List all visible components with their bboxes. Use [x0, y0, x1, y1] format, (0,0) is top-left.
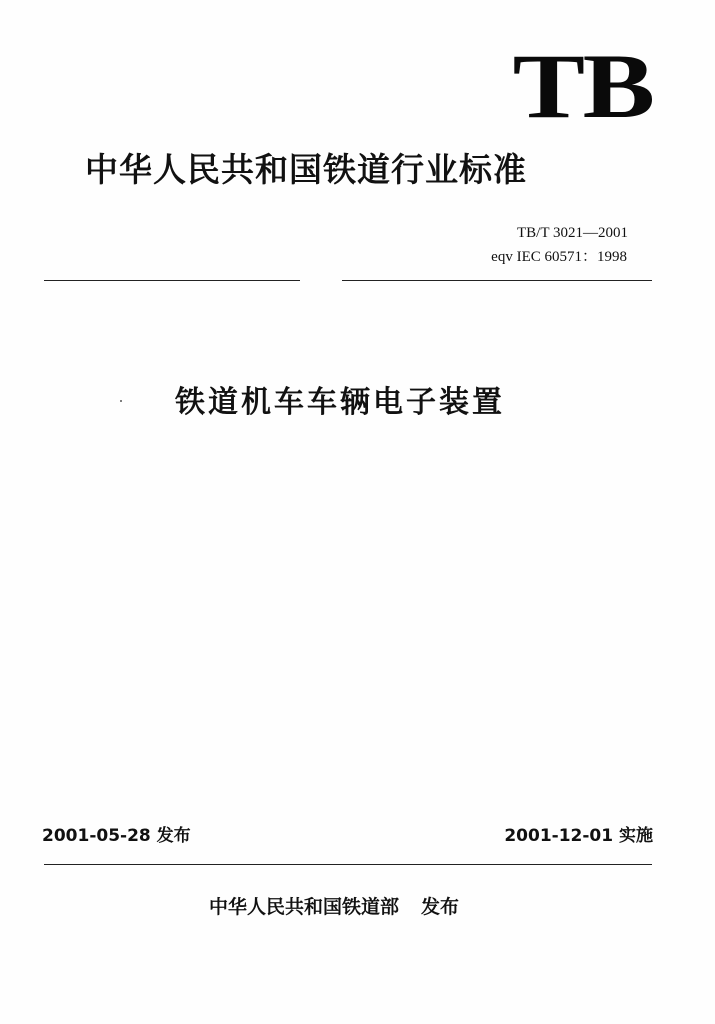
publisher-name: 中华人民共和国铁道部 [209, 896, 400, 918]
publish-action: 发布 [421, 896, 460, 918]
header-divider-left [44, 280, 300, 281]
tb-logo: TB [512, 35, 653, 137]
equivalent-standard: eqv IEC 60571：1998 [491, 249, 627, 265]
publisher-line [209, 896, 459, 919]
footer-divider [44, 864, 652, 865]
header-divider-right [342, 280, 652, 281]
issue-date: 2001-05-28 发布 [42, 826, 191, 846]
effective-date: 2001-12-01 实施 [504, 826, 653, 846]
organization-standard-title: 中华人民共和国铁道行业标准 [85, 150, 527, 189]
scan-speck [120, 400, 122, 402]
standard-code: TB/T 3021—2001 [517, 225, 628, 241]
document-title: 铁道机车车辆电子装置 [175, 385, 505, 420]
